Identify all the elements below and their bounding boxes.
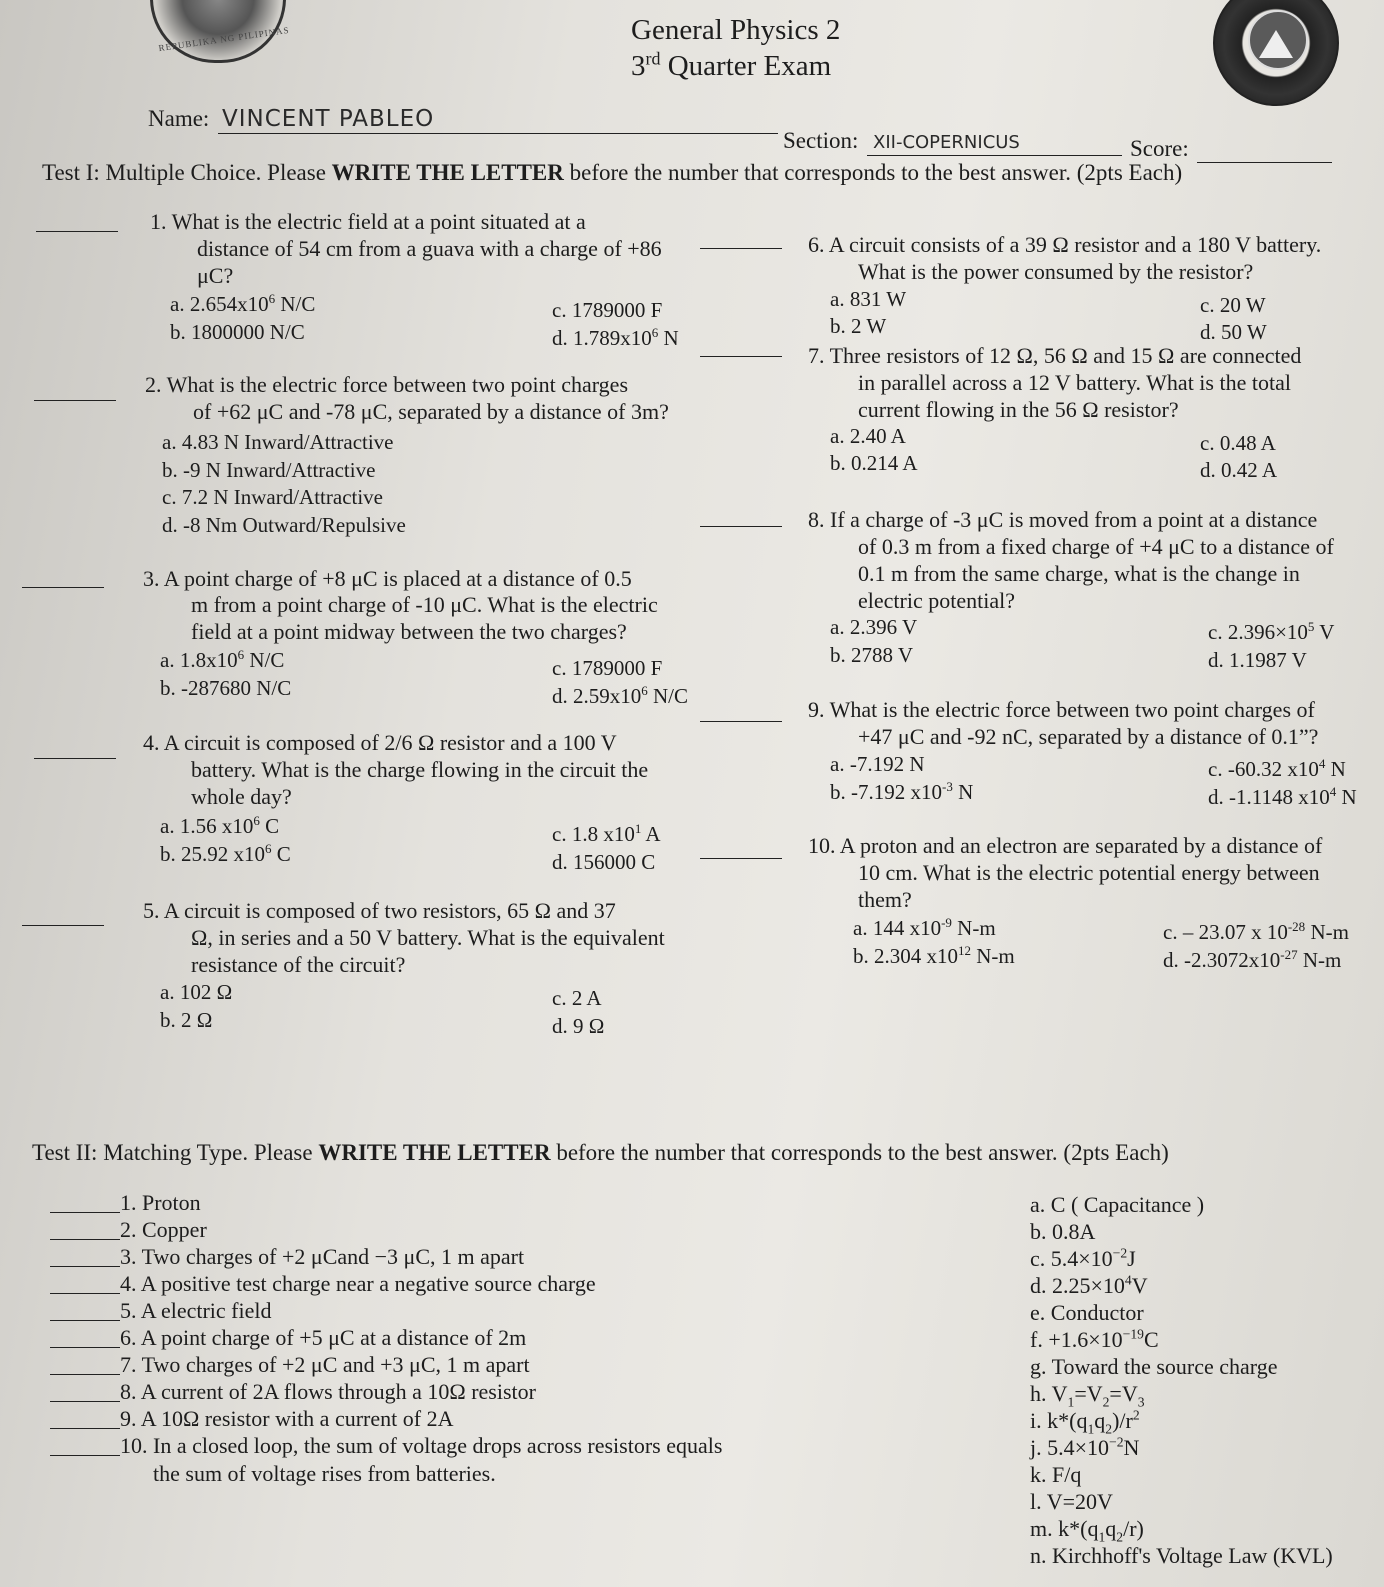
match-choice-b: b. 0.8A: [1030, 1219, 1096, 1244]
q4-choice-a: a. 1.56 $x10^6$ C: [160, 813, 280, 838]
match-blank-5[interactable]: [50, 1320, 120, 1321]
q3-choice-d: d. $2.59x10^6$ N/C: [552, 683, 689, 708]
match-item-3: 3. Two charges of +2 μCand −3 μC, 1 m apart: [120, 1244, 525, 1269]
q5-choice-d: d. 9 Ω: [552, 1014, 605, 1038]
q7-text-line3: current flowing in the 56 Ω resistor?: [858, 397, 1179, 422]
match-choice-f: f. $+1.6\times 10^{-19}C$: [1030, 1326, 1159, 1352]
q2-choice-a: a. 4.83 N Inward/Attractive: [162, 430, 394, 454]
match-choice-m: m. $k*(q_1q_2/r)$: [1030, 1516, 1144, 1545]
answer-blank-q3[interactable]: [22, 587, 104, 588]
answer-blank-q1[interactable]: [36, 231, 118, 232]
q9-choice-b: b. -7.192 $x10^{-3}$ N: [830, 779, 974, 804]
q1-text-line1: 1. What is the electric field at a point situated at a: [150, 209, 586, 234]
q3-choice-b: b. -287680 N/C: [160, 676, 292, 700]
q1-choice-c: c. 1789000 F: [552, 298, 663, 322]
match-blank-3[interactable]: [50, 1266, 120, 1267]
test2-instructions: Test II: Matching Type. Please WRITE THE LETTER before the number that corresponds to the best answer. (2pts Each): [32, 1140, 1169, 1165]
match-blank-4[interactable]: [50, 1293, 120, 1294]
match-choice-a: a. C ( Capacitance ): [1030, 1192, 1205, 1217]
q1-text-line3: μC?: [197, 263, 234, 288]
q4-choice-b: b. 25.92 $x10^6$ C: [160, 841, 291, 866]
answer-blank-q2[interactable]: [34, 400, 116, 401]
match-choice-g: g. Toward the source charge: [1030, 1354, 1278, 1379]
match-choice-l: l. V=20V: [1030, 1489, 1113, 1514]
match-blank-7[interactable]: [50, 1374, 120, 1375]
q5-text-line2: Ω, in series and a 50 V battery. What is the equivalent: [191, 925, 665, 950]
course-title: General Physics 2: [631, 14, 841, 46]
q8-choice-d: d. 1.1987 V: [1208, 648, 1307, 672]
q10-choice-d: d. $-2.3072x10^{-27}$ N-m: [1163, 947, 1342, 972]
match-choice-d: d. $2.25\times 10^4V$: [1030, 1272, 1148, 1298]
match-item-10-cont: the sum of voltage rises from batteries.: [153, 1461, 496, 1486]
match-blank-2[interactable]: [50, 1239, 120, 1240]
q7-choice-d: d. 0.42 A: [1200, 458, 1278, 482]
q2-choice-c: c. 7.2 N Inward/Attractive: [162, 485, 384, 509]
answer-blank-q8[interactable]: [700, 526, 782, 527]
match-item-2: 2. Copper: [120, 1217, 207, 1242]
match-blank-6[interactable]: [50, 1347, 120, 1348]
match-blank-9[interactable]: [50, 1428, 120, 1429]
q6-text-line2: What is the power consumed by the resistor?: [858, 259, 1254, 284]
q1-choice-b: b. 1800000 N/C: [170, 320, 305, 344]
q3-text-line3: field at a point midway between the two charges?: [191, 619, 627, 644]
match-item-8: 8. A current of 2A flows through a 10Ω resistor: [120, 1379, 536, 1404]
q2-text-line1: 2. What is the electric force between two point charges: [145, 372, 629, 397]
name-field-line: [218, 133, 778, 134]
q3-text-line2: m from a point charge of -10 μC. What is the electric: [191, 592, 658, 617]
q6-text-line1: 6. A circuit consists of a 39 Ω resistor and a 180 V battery.: [808, 232, 1322, 257]
match-item-1: 1. Proton: [120, 1190, 201, 1215]
match-choice-i: i. $k*(q_1q_2)/r^2$: [1030, 1407, 1140, 1437]
q8-text-line4: electric potential?: [858, 588, 1015, 613]
q9-choice-c: c. -60.32 $x10^4$ N: [1208, 756, 1346, 781]
q10-text-line1: 10. A proton and an electron are separated by a distance of: [808, 833, 1323, 858]
match-choice-j: j. $5.4\times 10^{-2}N$: [1030, 1434, 1140, 1460]
q5-choice-a: a. 102 Ω: [160, 980, 233, 1004]
q4-choice-d: d. 156000 C: [552, 850, 656, 874]
q10-choice-a: a. 144 $x10^{-9}$ N-m: [853, 915, 996, 940]
q7-text-line1: 7. Three resistors of 12 Ω, 56 Ω and 15 Ω are connected: [808, 343, 1302, 368]
q8-text-line3: 0.1 m from the same charge, what is the change in: [858, 561, 1300, 586]
q6-choice-c: c. 20 W: [1200, 293, 1266, 317]
answer-blank-q7[interactable]: [700, 356, 782, 357]
q5-choice-b: b. 2 Ω: [160, 1008, 213, 1032]
q10-text-line2: 10 cm. What is the electric potential energy between: [858, 860, 1320, 885]
q6-choice-a: a. 831 W: [830, 287, 907, 311]
match-choice-h: h. $V_1=V_2=V_3$: [1030, 1381, 1145, 1410]
q4-text-line3: whole day?: [191, 784, 292, 809]
match-choice-n: n. Kirchhoff's Voltage Law (KVL): [1030, 1543, 1333, 1568]
match-item-7: 7. Two charges of +2 μC and +3 μC, 1 m apart: [120, 1352, 530, 1377]
match-item-9: 9. A 10Ω resistor with a current of 2A: [120, 1406, 454, 1431]
q1-choice-d: d. $1.789x10^6$ N: [552, 325, 679, 350]
answer-blank-q4[interactable]: [34, 758, 116, 759]
q7-choice-c: c. 0.48 A: [1200, 431, 1276, 455]
q7-text-line2: in parallel across a 12 V battery. What is the total: [858, 370, 1291, 395]
q9-text-line2: +47 μC and -92 nC, separated by a distance of 0.1”?: [858, 724, 1319, 749]
q5-text-line1: 5. A circuit is composed of two resistors, 65 Ω and 37: [143, 898, 616, 923]
q9-choice-d: d. -1.1148 $x10^4$ N: [1208, 784, 1357, 809]
q3-choice-c: c. 1789000 F: [552, 656, 663, 680]
q2-choice-b: b. -9 N Inward/Attractive: [162, 458, 376, 482]
q7-choice-a: a. 2.40 A: [830, 424, 906, 448]
q3-choice-a: a. $1.8x10^6$ N/C: [160, 647, 285, 672]
q4-text-line2: battery. What is the charge flowing in the circuit the: [191, 757, 649, 782]
q6-choice-b: b. 2 W: [830, 314, 887, 338]
score-label: Score:: [1130, 136, 1189, 161]
match-blank-1[interactable]: [50, 1212, 120, 1213]
q3-text-line1: 3. A point charge of +8 μC is placed at a distance of 0.5: [143, 566, 632, 591]
q5-text-line3: resistance of the circuit?: [191, 952, 406, 977]
student-section: XII-COPERNICUS: [873, 132, 1020, 153]
q10-choice-b: b. 2.304 $x10^{12}$ N-m: [853, 943, 1015, 968]
q4-choice-c: c. 1.8 $x10^1$ A: [552, 821, 661, 846]
q8-choice-c: c. $2.396\times 10^5$ V: [1208, 619, 1335, 644]
q1-choice-a: a. $2.654x10^6$ N/C: [170, 291, 316, 316]
q6-choice-d: d. 50 W: [1200, 320, 1267, 344]
name-label: Name:: [148, 106, 210, 131]
test1-instructions: Test I: Multiple Choice. Please WRITE THE LETTER before the number that corresponds to the best answer. (2pts Each): [42, 160, 1183, 185]
match-blank-10[interactable]: [50, 1455, 120, 1456]
match-choice-e: e. Conductor: [1030, 1300, 1144, 1325]
q5-choice-c: c. 2 A: [552, 986, 602, 1010]
answer-blank-q5[interactable]: [22, 925, 104, 926]
q8-text-line2: of 0.3 m from a fixed charge of +4 μC to a distance of: [858, 534, 1334, 559]
q10-choice-c: c. – 23.07 x $10^{-28}$ N-m: [1163, 919, 1349, 944]
q7-choice-b: b. 0.214 A: [830, 451, 918, 475]
q4-text-line1: 4. A circuit is composed of 2/6 Ω resistor and a 100 V: [143, 730, 617, 755]
answer-blank-q10[interactable]: [700, 858, 782, 859]
match-choice-c: c. $5.4\times 10^{-2}J$: [1030, 1245, 1136, 1271]
q2-choice-d: d. -8 Nm Outward/Repulsive: [162, 513, 406, 537]
q10-text-line3: them?: [858, 887, 912, 912]
q8-text-line1: 8. If a charge of -3 μC is moved from a point at a distance: [808, 507, 1318, 532]
school-seal-logo: [1213, 0, 1339, 106]
seal-left-text: REPUBLIKA NG PILIPINAS: [157, 24, 291, 54]
q8-choice-a: a. 2.396 V: [830, 615, 918, 639]
match-item-10: 10. In a closed loop, the sum of voltage drops across resistors equals: [120, 1433, 723, 1458]
q8-choice-b: b. 2788 V: [830, 643, 914, 667]
section-label: Section:: [783, 128, 859, 153]
student-name: VINCENT PABLEO: [222, 106, 435, 132]
score-field-line: [1197, 162, 1332, 163]
answer-blank-q6[interactable]: [700, 248, 782, 249]
exam-title: 3rd Quarter Exam: [631, 48, 832, 82]
match-item-4: 4. A positive test charge near a negative source charge: [120, 1271, 596, 1296]
q9-text-line1: 9. What is the electric force between two point charges of: [808, 697, 1315, 722]
section-field-line: [867, 155, 1122, 156]
match-item-6: 6. A point charge of +5 μC at a distance of 2m: [120, 1325, 527, 1350]
match-item-5: 5. A electric field: [120, 1298, 272, 1323]
q2-text-line2: of +62 μC and -78 μC, separated by a distance of 3m?: [193, 399, 669, 424]
q1-text-line2: distance of 54 cm from a guava with a charge of +86: [197, 236, 662, 261]
match-choice-k: k. F/q: [1030, 1462, 1082, 1487]
match-blank-8[interactable]: [50, 1401, 120, 1402]
q9-choice-a: a. -7.192 N: [830, 752, 925, 776]
answer-blank-q9[interactable]: [700, 721, 782, 722]
